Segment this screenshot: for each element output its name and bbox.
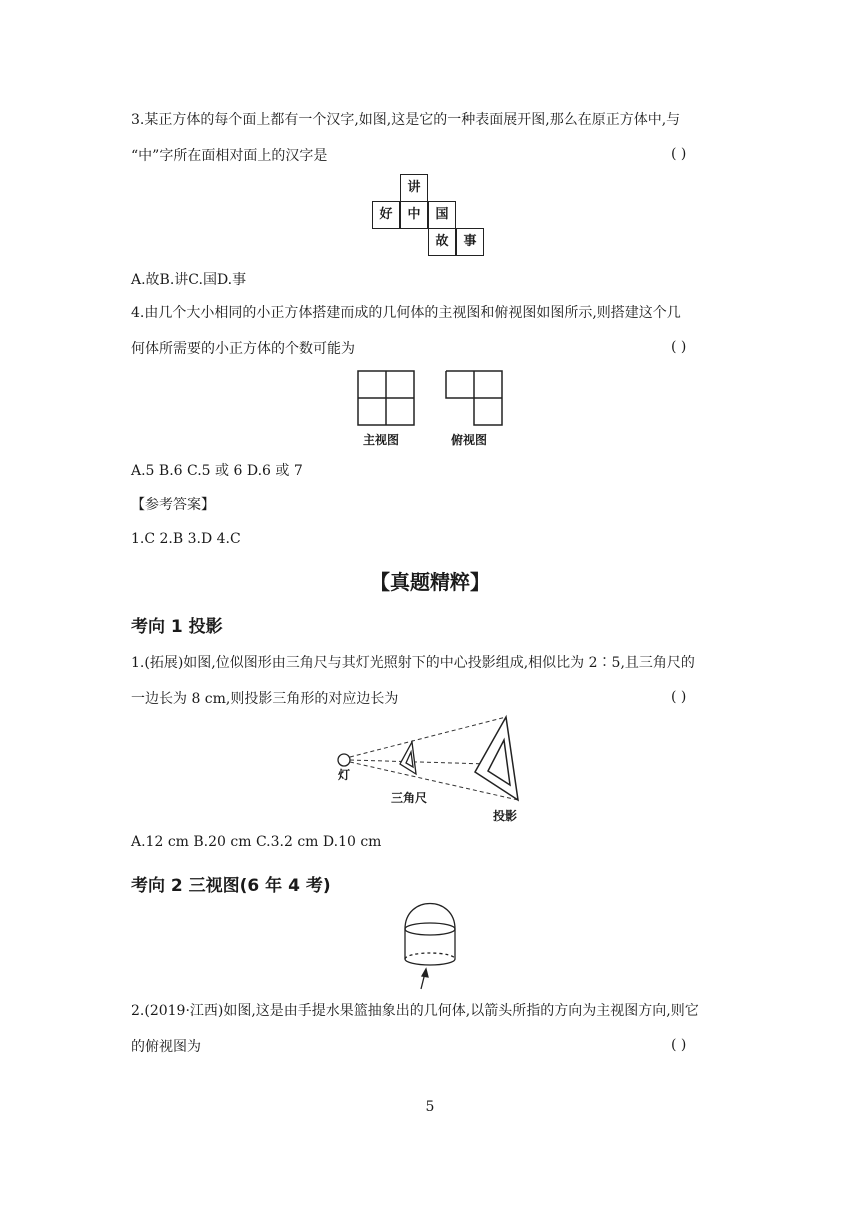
front-view-label: 主视图 bbox=[363, 433, 400, 447]
topic2-heading: 考向 2 三视图(6 年 4 考) bbox=[131, 876, 331, 896]
projected-triangle-diagram bbox=[475, 717, 518, 800]
section-title: 【真题精粹】 bbox=[370, 570, 490, 594]
answers-text: 1.C 2.B 3.D 4.C bbox=[131, 531, 241, 547]
net-cell-bottom1: 故 bbox=[428, 228, 456, 256]
front-view-diagram bbox=[358, 371, 414, 425]
q4-line1: 4.由几个大小相同的小正方体搭建而成的几何体的主视图和俯视图如图所示,则搭建这个几 bbox=[131, 305, 681, 321]
q3-options: A.故B.讲C.国D.事 bbox=[131, 272, 247, 288]
net-cell-top: 讲 bbox=[400, 174, 428, 202]
net-cell-right: 国 bbox=[428, 201, 456, 229]
ruler-label: 三角尺 bbox=[391, 791, 428, 805]
q3-answer-paren: ( ) bbox=[671, 146, 687, 162]
q3-line1: 3.某正方体的每个面上都有一个汉字,如图,这是它的一种表面展开图,那么在原正方体中,与 bbox=[131, 112, 681, 128]
net-cell-bottom2: 事 bbox=[456, 228, 484, 256]
lamp-icon bbox=[338, 754, 350, 766]
page-number: 5 bbox=[425, 1099, 435, 1115]
net-cell-left: 好 bbox=[372, 201, 400, 229]
top-view-diagram bbox=[446, 371, 502, 425]
q4-options: A.5 B.6 C.5 或 6 D.6 或 7 bbox=[131, 463, 303, 479]
view-direction-arrow-icon bbox=[421, 969, 428, 989]
topic1-line2: 一边长为 8 cm,则投影三角形的对应边长为 bbox=[131, 691, 399, 707]
net-cell-center: 中 bbox=[400, 201, 428, 229]
answers-title: 【参考答案】 bbox=[131, 497, 215, 513]
projection-figure bbox=[330, 712, 530, 810]
topic1-options: A.12 cm B.20 cm C.3.2 cm D.10 cm bbox=[131, 834, 382, 850]
top-view-label: 俯视图 bbox=[451, 433, 488, 447]
q4-line2: 何体所需要的小正方体的个数可能为 bbox=[131, 341, 355, 357]
views-figure bbox=[350, 365, 510, 429]
triangle-ruler-diagram bbox=[400, 742, 416, 774]
topic2-line2: 的俯视图为 bbox=[131, 1039, 201, 1055]
topic1-heading: 考向 1 投影 bbox=[131, 617, 223, 637]
topic2-answer-paren: ( ) bbox=[671, 1037, 687, 1053]
topic1-answer-paren: ( ) bbox=[671, 689, 687, 705]
q4-answer-paren: ( ) bbox=[671, 339, 687, 355]
shadow-label: 投影 bbox=[493, 809, 518, 823]
topic2-line1: 2.(2019·江西)如图,这是由手提水果篮抽象出的几何体,以箭头所指的方向为主视图方向,则它 bbox=[131, 1003, 699, 1019]
q3-line2: “中”字所在面相对面上的汉字是 bbox=[131, 148, 328, 164]
topic1-line1: 1.(拓展)如图,位似图形由三角尺与其灯光照射下的中心投影组成,相似比为 2∶5,且三角尺的 bbox=[131, 655, 695, 671]
fruit-basket-solid-figure bbox=[395, 897, 465, 995]
lamp-label: 灯 bbox=[338, 768, 351, 782]
